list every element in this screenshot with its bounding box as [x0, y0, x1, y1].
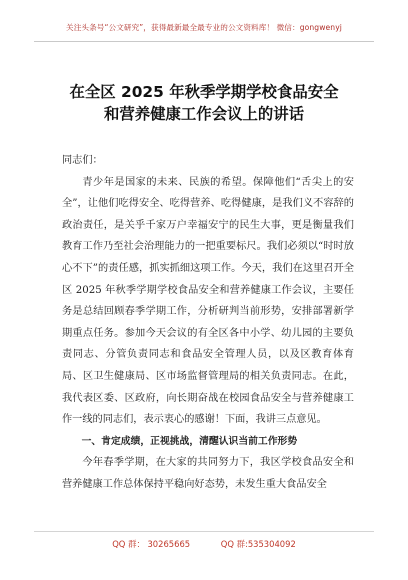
header-divider — [34, 41, 374, 42]
document-body — [62, 150, 354, 496]
title-line-2: 和营养健康工作会议上的讲话 — [103, 105, 305, 123]
salutation: 同志们： — [62, 155, 103, 166]
footer-divider — [34, 531, 374, 532]
document-title — [0, 81, 408, 125]
section-1-paragraph: 今年春季学期，在大家的共同努力下，我区学校食品安全和营养健康工作总体保持平稳向好态势，未发生重大食品安全 — [62, 457, 354, 490]
opening-paragraph: 青少年是国家的未来、民族的希望。保障他们“舌尖上的安全”，让他们吃得安全、吃得营养、吃得健康，是我们义不容辞的政治责任，是关乎千家万户幸福安宁的民生大事，更是衡量我们教育工作乃至社会治理能力的一把重要标尺。我们必须以“时时放心不下”的责任感，抓实抓细这项工作。今天，我们在这里召开全区 2025 年秋季学期学校食品安全和营养健康工作会议，主要任务是总结回顾春季学期工作，分析研判当前形势，安排部署新学期重点任务。参加今天会议的有全区各中小学、幼儿园的主要负责同志、分管负责同志和食品安全管理人员，以及区教育体育局、区卫生健康局、区市场监督管理局的相关负责同志。在此，我代表区委、区政府，向长期奋战在校园食品安全与营养健康工作一线的同志们，表示衷心的感谢！下面，我讲三点意见。 — [62, 176, 354, 426]
footer-qq-group-1: QQ 群： 30265665 — [112, 539, 191, 549]
header-banner: 关注头条号“公文研究”，获得最新最全最专业的公文资料库！ 微信：gongwenyj — [66, 23, 342, 32]
footer-qq-group-2: QQ 群:535304092 — [220, 539, 296, 549]
footer — [0, 538, 408, 550]
section-heading-1: 一、肯定成绩，正视挑战，清醒认识当前工作形势 — [81, 435, 298, 447]
title-line-1: 在全区 2025 年秋季学期学校食品安全 — [69, 83, 339, 101]
